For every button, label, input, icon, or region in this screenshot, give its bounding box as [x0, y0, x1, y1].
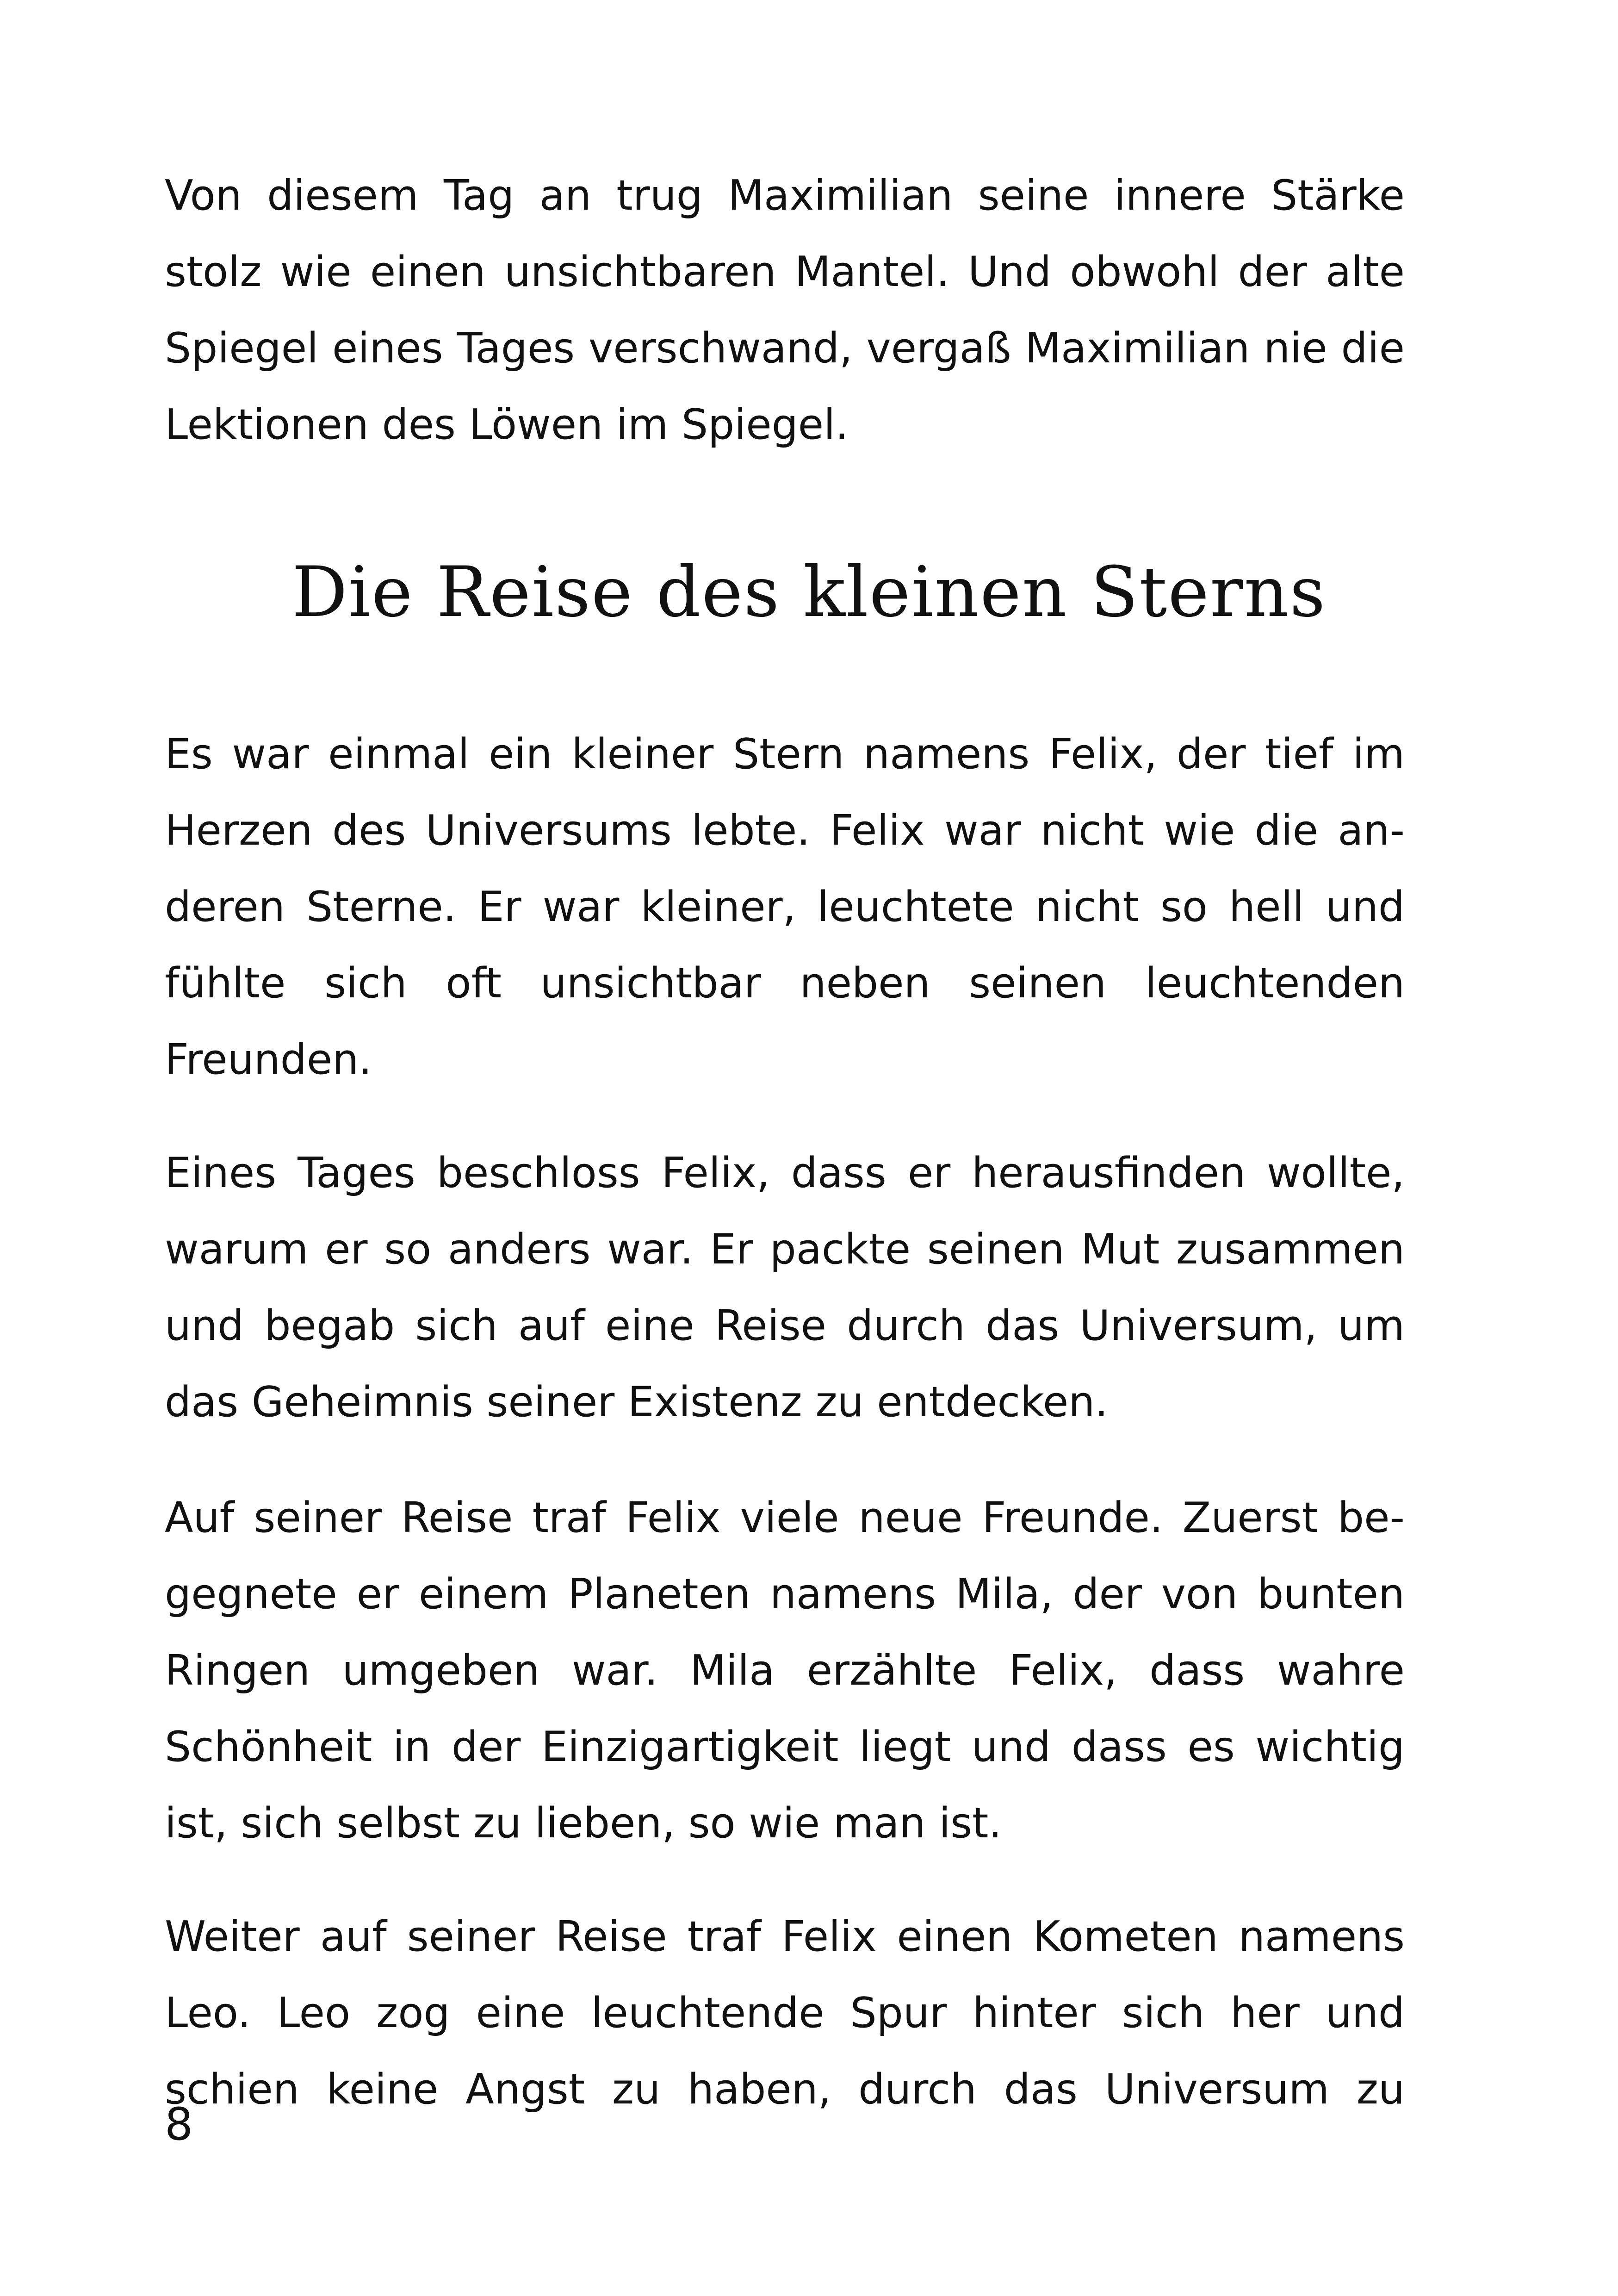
text-line: gegnete er einem Planeten namens Mila, der von bunten	[165, 1570, 1405, 1618]
text-line: stolz wie einen unsichtbaren Mantel. Und obwohl der alte	[165, 248, 1405, 296]
page-number: 8	[165, 2098, 193, 2150]
text-line: Spiegel eines Tages verschwand, vergaß Maximilian nie die	[165, 324, 1405, 373]
text-line: schien keine Angst zu haben, durch das Universum zu	[165, 2065, 1405, 2114]
text-line: Auf seiner Reise traf Felix viele neue Freunde. Zuerst be-	[165, 1493, 1405, 1542]
text-line: Herzen des Universums lebte. Felix war nicht wie die an-	[165, 806, 1405, 855]
text-line: Von diesem Tag an trug Maximilian seine innere Stärke	[165, 171, 1405, 220]
text-line: deren Sterne. Er war kleiner, leuchtete nicht so hell und	[165, 883, 1405, 931]
text-line: Ringen umgeben war. Mila erzählte Felix, dass wahre	[165, 1646, 1405, 1695]
text-line: Es war einmal ein kleiner Stern namens Felix, der tief im	[165, 730, 1405, 778]
text-line: Lektionen des Löwen im Spiegel.	[165, 400, 849, 449]
text-line: das Geheimnis seiner Existenz zu entdecken.	[165, 1378, 1108, 1426]
text-line: ist, sich selbst zu lieben, so wie man ist.	[165, 1799, 1002, 1848]
text-line: Weiter auf seiner Reise traf Felix einen Kometen namens	[165, 1912, 1405, 1961]
paragraph-story-4	[165, 1898, 1405, 2128]
text-line: Freunden.	[165, 1035, 372, 1084]
paragraph-intro	[165, 157, 1405, 463]
text-line: Schönheit in der Einzigartigkeit liegt und dass es wichtig	[165, 1723, 1405, 1771]
paragraph-story-1	[165, 716, 1405, 1098]
paragraph-story-2	[165, 1135, 1405, 1440]
text-line: Eines Tages beschloss Felix, dass er herausfinden wollte,	[165, 1149, 1405, 1197]
text-line: und begab sich auf eine Reise durch das Universum, um	[165, 1301, 1405, 1350]
text-line: Leo. Leo zog eine leuchtende Spur hinter sich her und	[165, 1989, 1405, 2037]
chapter-heading: Die Reise des kleinen Sterns	[291, 552, 1327, 633]
paragraph-story-3	[165, 1480, 1405, 1861]
text-line: warum er so anders war. Er packte seinen Mut zusammen	[165, 1225, 1405, 1274]
text-line: fühlte sich oft unsichtbar neben seinen leuchtenden	[165, 959, 1405, 1008]
